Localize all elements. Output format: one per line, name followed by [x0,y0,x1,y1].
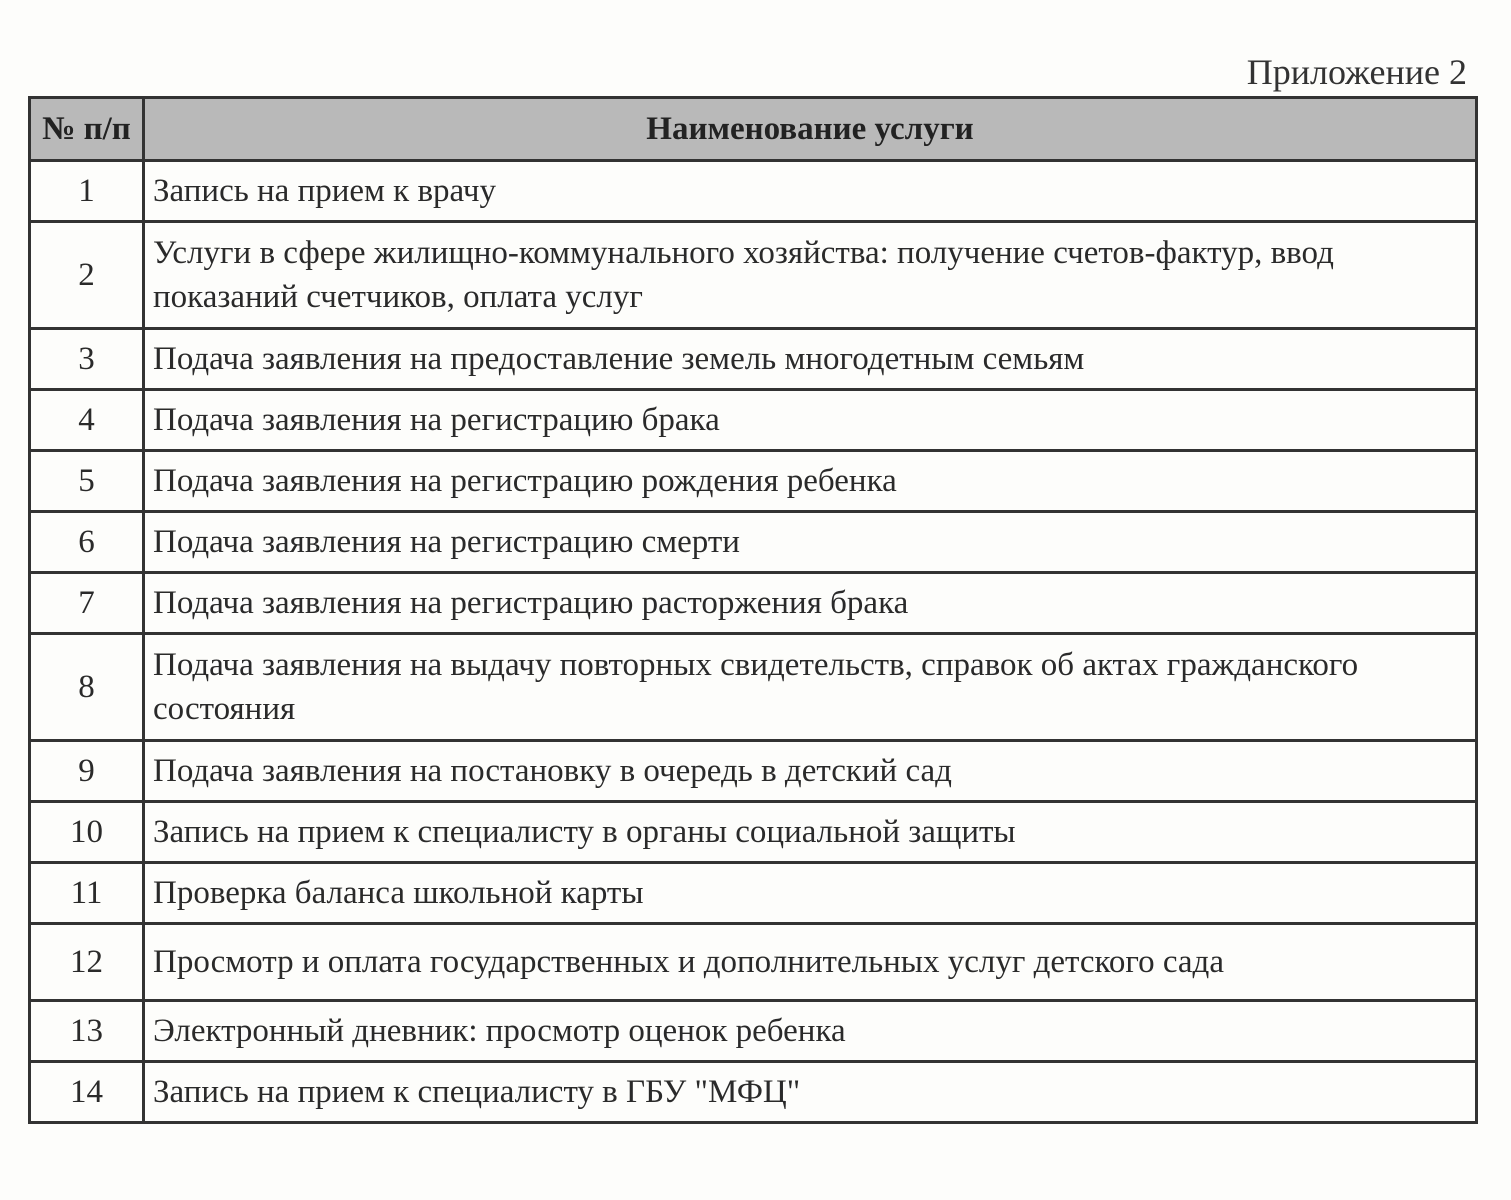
row-number: 6 [30,512,144,573]
row-number: 5 [30,451,144,512]
table-row [30,924,1477,1001]
service-name: Просмотр и оплата государственных и дополнительных услуг детского сада [144,924,1477,1001]
table-row [30,222,1477,329]
row-number: 3 [30,329,144,390]
service-name: Электронный дневник: просмотр оценок ребенка [144,1001,1477,1062]
appendix-label: Приложение 2 [1246,52,1467,92]
service-name: Запись на прием к специалисту в ГБУ "МФЦ" [144,1062,1477,1123]
service-name: Проверка баланса школьной карты [144,863,1477,924]
row-number: 2 [30,222,144,329]
table-row [30,1001,1477,1062]
table-row [30,1062,1477,1123]
table-row [30,451,1477,512]
service-name: Подача заявления на регистрацию брака [144,390,1477,451]
service-name: Подача заявления на предоставление земель многодетным семьям [144,329,1477,390]
row-number: 10 [30,802,144,863]
table-row [30,512,1477,573]
service-name: Подача заявления на регистрацию расторжения брака [144,573,1477,634]
row-number: 11 [30,863,144,924]
table-row [30,573,1477,634]
row-number: 1 [30,161,144,222]
service-name: Запись на прием к врачу [144,161,1477,222]
table-row [30,863,1477,924]
row-number: 7 [30,573,144,634]
column-header-number: № п/п [30,98,144,161]
column-header-name: Наименование услуги [144,98,1477,161]
row-number: 9 [30,741,144,802]
table-row [30,634,1477,741]
table-row [30,741,1477,802]
table-row [30,161,1477,222]
table-row [30,329,1477,390]
service-name: Подача заявления на постановку в очередь в детский сад [144,741,1477,802]
services-table [28,96,1478,1124]
service-name: Услуги в сфере жилищно-коммунального хозяйства: получение счетов-фактур, ввод показаний счетчиков, оплата услуг [144,222,1477,329]
table-row [30,802,1477,863]
row-number: 12 [30,924,144,1001]
service-name: Подача заявления на выдачу повторных свидетельств, справок об актах гражданского состояния [144,634,1477,741]
service-name: Подача заявления на регистрацию рождения ребенка [144,451,1477,512]
table-header-row [30,98,1477,161]
service-name: Запись на прием к специалисту в органы социальной защиты [144,802,1477,863]
row-number: 14 [30,1062,144,1123]
row-number: 13 [30,1001,144,1062]
row-number: 4 [30,390,144,451]
table-row [30,390,1477,451]
service-name: Подача заявления на регистрацию смерти [144,512,1477,573]
row-number: 8 [30,634,144,741]
